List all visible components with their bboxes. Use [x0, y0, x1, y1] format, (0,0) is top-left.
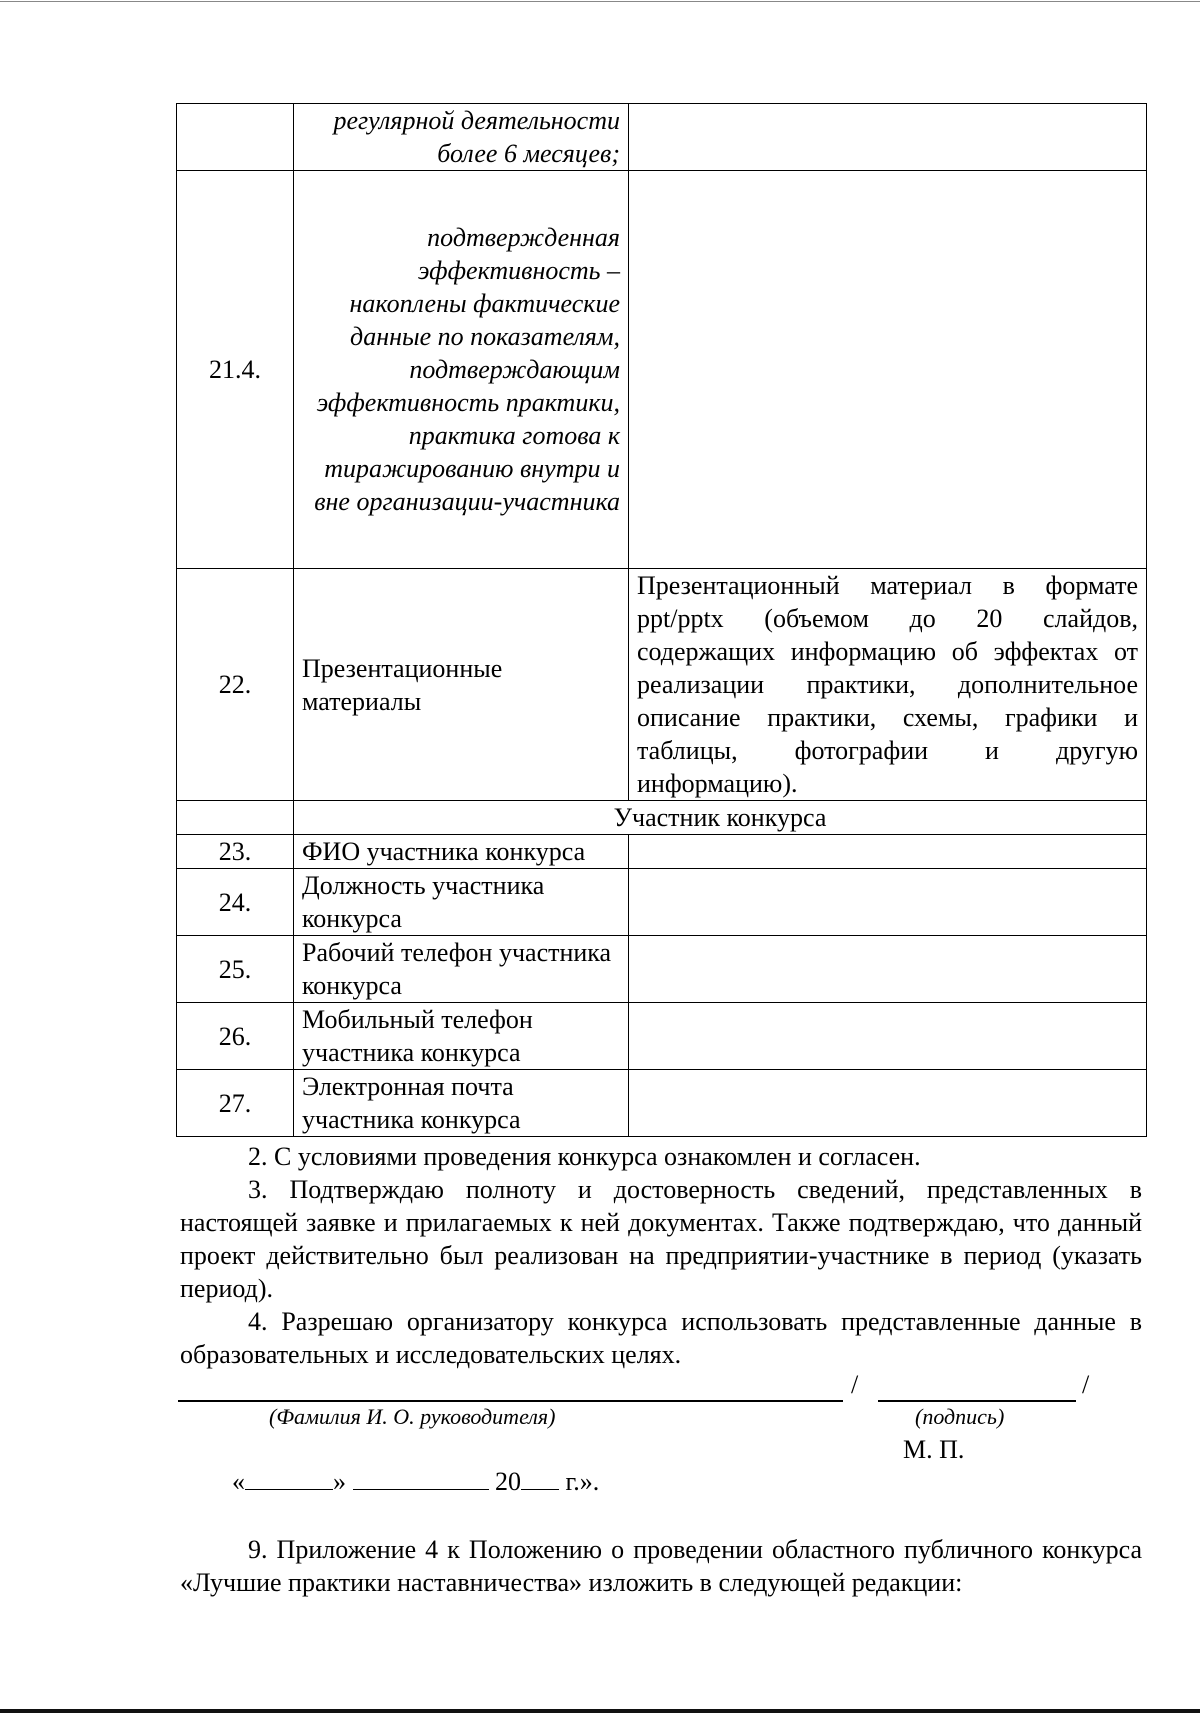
row-value	[629, 171, 1147, 569]
table-row	[177, 569, 1147, 801]
table-row	[177, 104, 1147, 171]
row-label: ФИО участника конкурса	[294, 835, 629, 869]
signature-slash-left: /	[851, 1370, 859, 1399]
row-label: Мобильный телефон участника конкурса	[294, 1003, 629, 1070]
paragraph-4: 4. Разрешаю организатору конкурса использовать представленные данные в образовательных и исследовательских целях.	[180, 1307, 1142, 1369]
paragraph-9: 9. Приложение 4 к Положению о проведении областного публичного конкурса «Лучшие практики наставничества» изложить в следующей редакции:	[180, 1535, 1142, 1597]
table-row	[177, 835, 1147, 869]
scan-bottom-edge	[0, 1709, 1200, 1713]
section-row	[177, 801, 1147, 835]
table-row	[177, 869, 1147, 936]
row-label: Презентационные материалы	[294, 569, 629, 801]
row-label: регулярной деятельности более 6 месяцев;	[294, 104, 629, 171]
signature-slash-right: /	[1082, 1370, 1090, 1399]
row-value	[629, 1070, 1147, 1137]
row-number: 26.	[177, 1003, 294, 1070]
day-blank	[245, 1465, 333, 1490]
row-value	[629, 869, 1147, 936]
date-line	[232, 1465, 599, 1497]
row-number	[177, 104, 294, 171]
name-caption: (Фамилия И. О. руководителя)	[269, 1404, 556, 1429]
section-title: Участник конкурса	[294, 801, 1147, 835]
table-row	[177, 1003, 1147, 1070]
row-number: 21.4.	[177, 171, 294, 569]
row-label: Рабочий телефон участника конкурса	[294, 936, 629, 1003]
row-number: 27.	[177, 1070, 294, 1137]
table-row	[177, 1070, 1147, 1137]
row-number: 24.	[177, 869, 294, 936]
row-value	[629, 835, 1147, 869]
date-close-quote: »	[333, 1467, 346, 1496]
stamp-place: М. П.	[903, 1435, 965, 1464]
paragraph-3: 3. Подтверждаю полноту и достоверность сведений, представленных в настоящей заявке и прилагаемых к ней документах. Также подтверждаю, что данный проект действительно был реализован на предприятии-участнике в период (указать период).	[180, 1175, 1142, 1303]
row-value	[629, 936, 1147, 1003]
date-suffix: г.».	[559, 1467, 600, 1496]
scan-top-edge	[0, 1, 1200, 2]
name-underline	[178, 1400, 843, 1402]
row-number: 23.	[177, 835, 294, 869]
row-value	[629, 104, 1147, 171]
row-label: подтвержденная эффективность – накоплены фактические данные по показателям, подтверждающим эффективность практики, практика готова к тиражированию внутри и вне организации-участника	[294, 171, 629, 569]
row-value: Презентационный материал в формате ppt/pptx (объемом до 20 слайдов, содержащих информацию об эффектах от реализации практики, дополнительное описание практики, схемы, графики и таблицы, фотографии и другую информацию).	[629, 569, 1147, 801]
signature-caption: (подпись)	[915, 1404, 1005, 1429]
row-label: Должность участника конкурса	[294, 869, 629, 936]
section-number	[177, 801, 294, 835]
table-row	[177, 171, 1147, 569]
row-label: Электронная почта участника конкурса	[294, 1070, 629, 1137]
month-blank	[353, 1465, 489, 1490]
year-blank	[521, 1465, 559, 1490]
paragraph-2: 2. С условиями проведения конкурса ознакомлен и согласен.	[248, 1142, 921, 1171]
date-open-quote: «	[232, 1467, 245, 1496]
row-number: 22.	[177, 569, 294, 801]
application-form-table	[176, 103, 1147, 1137]
row-number: 25.	[177, 936, 294, 1003]
signature-underline	[878, 1400, 1076, 1402]
table-row	[177, 936, 1147, 1003]
row-value	[629, 1003, 1147, 1070]
year-prefix: 20	[495, 1467, 521, 1496]
